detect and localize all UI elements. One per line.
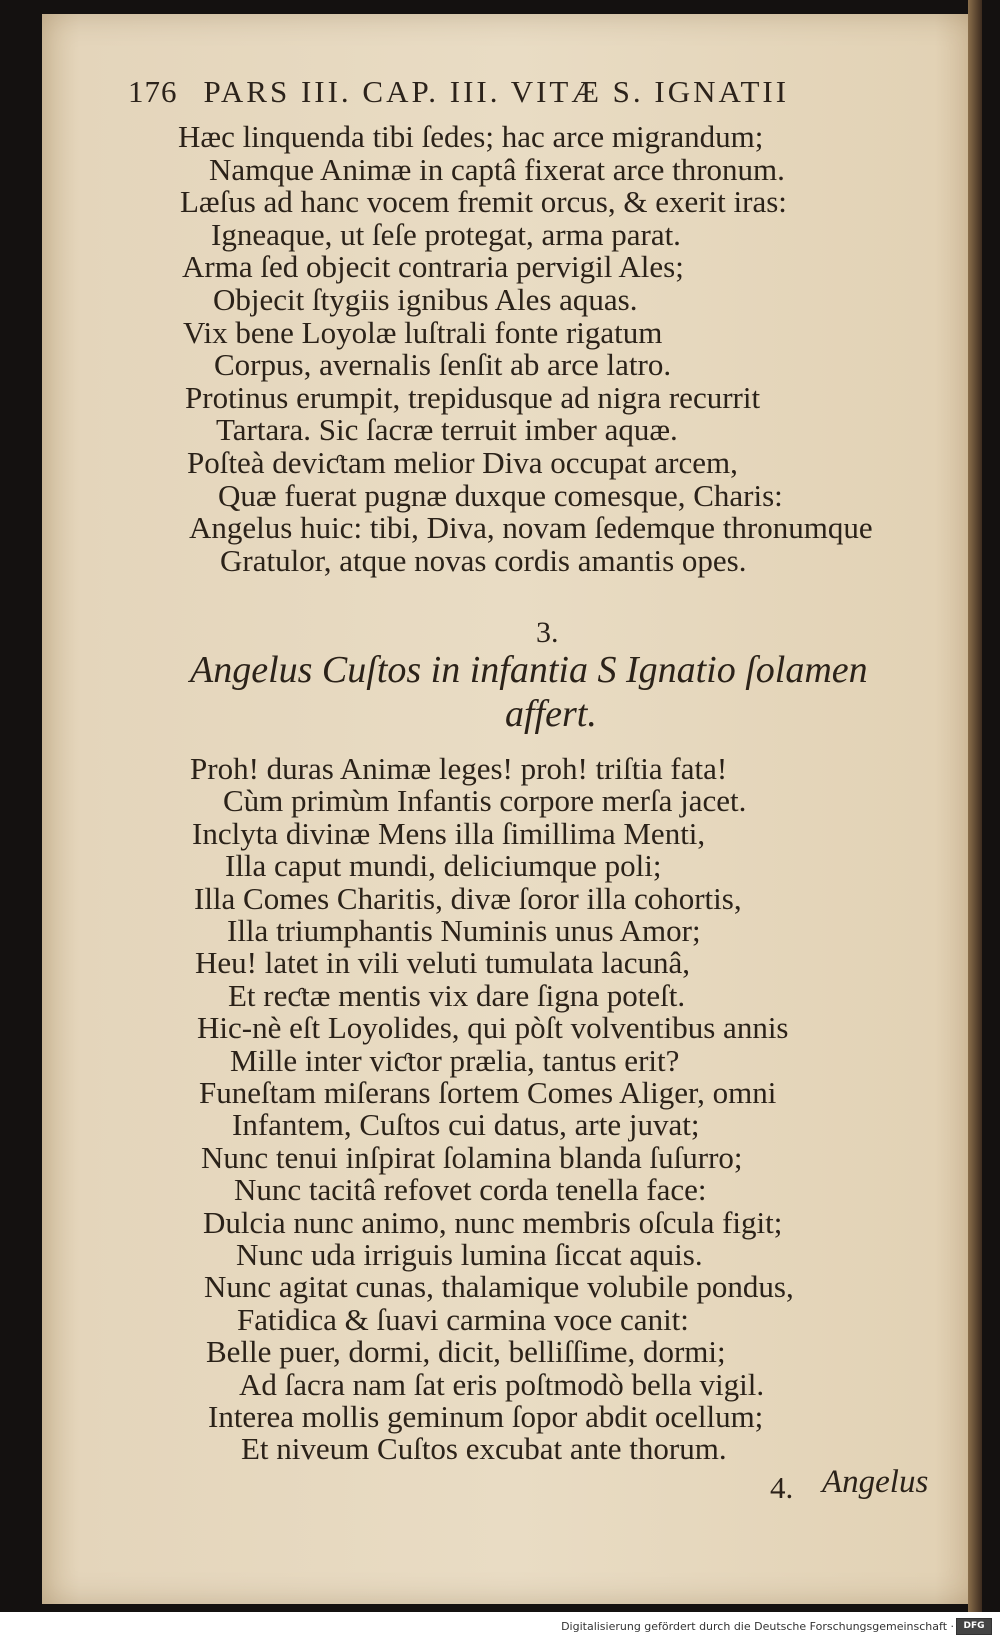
footer-credit: Digitalisierung gefördert durch die Deutsche Forschungsgemeinschaft · (561, 1620, 954, 1633)
catchword-number: 4. (770, 1470, 794, 1505)
verse-line: Læſus ad hanc vocem fremit orcus, & exerit iras: (180, 184, 787, 220)
verse-line: Ad ſacra nam ſat eris poſtmodò bella vigil. (239, 1366, 765, 1402)
verse-line: Protinus erumpit, trepidusque ad nigra recurrit (185, 379, 761, 415)
verse-line: Et niveum Cuſtos excubat ante thorum. (241, 1431, 727, 1467)
verse-line: Tartara. Sic ſacræ terruit imber aquæ. (216, 412, 678, 448)
verse-line: Igneaque, ut ſeſe protegat, arma parat. (211, 216, 681, 252)
verse-line: Nunc agitat cunas, thalamique volubile pondus, (204, 1269, 794, 1305)
digitization-footer (0, 1612, 1000, 1640)
verse-line: Illa Comes Charitis, divæ ſoror illa cohortis, (194, 880, 742, 916)
verse-line: Funeſtam miſerans ſortem Comes Aliger, omni (199, 1075, 777, 1110)
page-edge (968, 0, 982, 1612)
verse-line: Interea mollis geminum ſopor abdit ocellum; (208, 1399, 764, 1434)
running-header (128, 74, 888, 118)
verse-line: Cùm primùm Infantis corpore merſa jacet. (223, 783, 747, 819)
verse-line: Corpus, avernalis ſenſit ab arce latro. (214, 347, 672, 383)
section-title-line-2: affert. (505, 693, 597, 735)
verse-line: Quæ fuerat pugnæ duxque comesque, Charis: (218, 477, 783, 513)
verse-line: Illa triumphantis Numinis unus Amor; (227, 913, 701, 948)
verse-line: Fatidica & ſuavi carmina voce canit: (237, 1301, 689, 1337)
section-title-line-1: Angelus Cuſtos in infantia S Ignatio ſolamen (190, 649, 868, 691)
verse-line: Angelus huic: tibi, Diva, novam ſedemque thronumque (189, 510, 873, 546)
verse-line: Namque Animæ in captâ fixerat arce thronum. (209, 151, 785, 187)
verse-line: Nunc uda irriguis lumina ſiccat aquis. (236, 1237, 703, 1272)
verse-line: Gratulor, atque novas cordis amantis opes. (220, 542, 747, 578)
verse-line: Vix bene Loyolæ luſtrali fonte rigatum (183, 314, 663, 350)
running-title: PARS III. CAP. III. VITÆ S. IGNATII (203, 74, 790, 109)
verse-line: Poſteà deviƈtam melior Diva occupat arcem, (187, 445, 738, 480)
verse-line: Infantem, Cuſtos cui datus, arte juvat; (232, 1107, 700, 1143)
verse-line: Illa caput mundi, deliciumque poli; (225, 848, 662, 884)
verse-line: Inclyta divinæ Mens illa ſimillima Menti, (192, 815, 706, 851)
verse-line: Nunc tacitâ refovet corda tenella face: (234, 1172, 707, 1208)
verse-line: Mille inter viƈtor prælia, tantus erit? (230, 1042, 680, 1078)
verse-line: Belle puer, dormi, dicit, belliſſime, dormi; (206, 1334, 726, 1370)
section-number: 3. (536, 616, 559, 649)
verse-line: Objecit ſtygiis ignibus Ales aquas. (213, 282, 638, 317)
verse-line: Nunc tenui inſpirat ſolamina blanda ſuſurro; (201, 1139, 743, 1175)
page-number: 176 (128, 74, 178, 109)
verse-line: Dulcia nunc animo, nunc membris oſcula figit; (203, 1204, 783, 1240)
verse-line: Hæc linquenda tibi ſedes; hac arce migrandum; (178, 119, 764, 154)
verse-line: Proh! duras Animæ leges! proh! triſtia fata! (190, 751, 728, 786)
verse-line: Heu! latet in vili veluti tumulata lacunâ, (195, 945, 690, 981)
verse-line: Et reƈtæ mentis vix dare ſigna poteſt. (228, 977, 686, 1013)
dfg-logo-icon: DFG (956, 1618, 992, 1635)
catchword: Angelus (822, 1464, 929, 1500)
verse-line: Hic-nè eſt Loyolides, qui pòſt volventibus annis (197, 1010, 789, 1046)
verse-line: Arma ſed objecit contraria pervigil Ales; (182, 249, 684, 285)
